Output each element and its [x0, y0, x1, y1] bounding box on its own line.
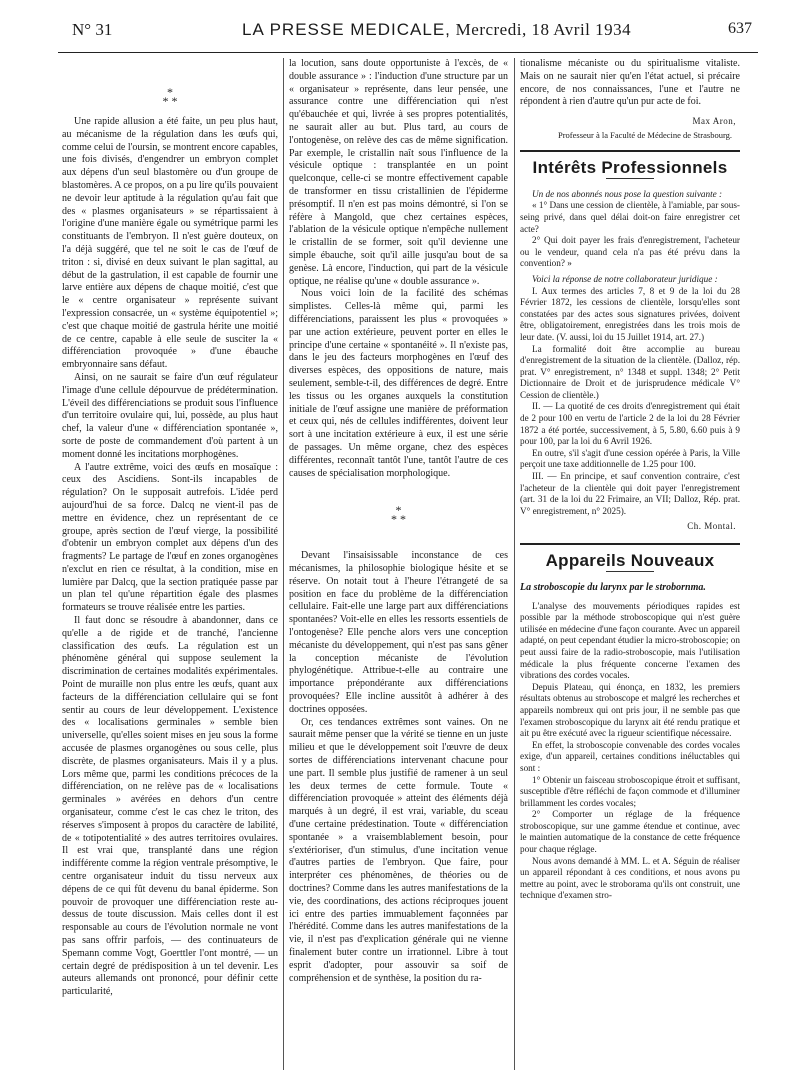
page-number: 637 — [728, 20, 752, 37]
section-break-stars: * * * — [391, 503, 406, 527]
answer: III. — En principe, et sauf convention contraire, c'est l'acheteur de la clientèle qui doit payer l'enregistrement (art. 31 de la loi du 22 Frimaire, an VII; Dalloz, Rép. prat. V° enregistrement, n° 2025). — [520, 471, 740, 516]
journal-masthead — [242, 20, 631, 40]
title-underline — [606, 178, 654, 179]
paragraph: En effet, la stroboscopie convenable des cordes vocales exige, d'un appareil, certaines conditions inéluctables qui sont : — [520, 739, 740, 773]
section-title-appareils — [520, 551, 740, 572]
paragraph: A l'autre extrême, voici des œufs en mosaïque : ceux des Ascidiens. Sont-ils incapables de régulation? On le supposait autrefois. L'idée perd aujourd'hui de sa force. Dalcq ne vient-il pas de mettre en évidence, chez un représentant de ce groupe, après section de l'œuf vierge, la possibilité d'obtenir un embryon complet aux dépens d'un des fragments? Le partage de l'œuf en zones organogènes n'exclut en rien ce résultat, à la condition, mise en lumière par Dalcq, que la section pratiquée passe par un plan tel qu'une répartition égale des plasmes formateurs se trouve réalisée entre les parties. — [62, 461, 278, 614]
issue-date: Mercredi, 18 Avril 1934 — [455, 20, 632, 39]
section-title-text: Appareils Nouveaux — [545, 551, 715, 570]
header-rule — [58, 52, 758, 53]
column-1 — [62, 58, 278, 1070]
author-title: Professeur à la Faculté de Médecine de Strasbourg. — [557, 129, 733, 140]
section-break-stars: * * * — [162, 85, 178, 108]
paragraph: Il faut donc se résoudre à abandonner, dans ce qu'elle a de rigide et de tranché, l'ancienne classification des œufs. La régulation est un phénomène général qui suppose seulement la discrimination de certaines modalités expérimentales. Point de muraille non plus entre les œufs, quant aux facteurs de la différenciation cellulaire qui se font sentir au cours de leur développement. L'existence des « localisations germinales » semble bien universelle, qu'elles soient mises en jeu sous la forme accusée de plasmes organogènes ou sous celle, plus discrète, de plasmes organisateurs. Mais il y a plus. Lors même que, parmi les conditions précoces de la différenciation, on ne relève pas de « localisations germinales » avérées en dehors d'un centre organisateur, comme c'est le cas chez le triton, des réserves s'imposent à propos du caractère de labilité, de « totipotentialité » des autres territoires ovulaires. Il est vrai que, transplanté dans une région indifférente comme la région ventrale présomptive, le centre organisateur induit du tissu nerveux aux dépens de ce qui fût devenu du banal épiderme. Son pouvoir de provoquer une différenciation reste au-dessus de toute discussion. Mais celles dont il est responsable au cours de l'évolution normale ne vont pas sans offrir parfois, — des continuateurs de Spemann comme Vogt, Goerttler l'ont montré, — un certain degré de prédisposition à un tel devenir. Les auteurs allemands ont prononcé, pour définir cette particularité, — [62, 615, 278, 998]
paragraph: Une rapide allusion a été faite, un peu plus haut, au mécanisme de la régulation dans les œufs qui, comme celui de l'oursin, se montrent encore capables, une fois divisés, d'engendrer un embryon complet aux dépens d'un seul blastomère ou d'un groupe de blastomères. A ce propos, on a pu lire qu'ils pouvaient ne devoir leur aptitude à la régulation qu'au fait que des « plasmes organisateurs » se répartissaient à l'origine d'une manière égale ou symétrique parmi les constituants de l'embryon. Il n'est guère douteux, on l'a déjà suggéré, que tel ne soit le cas de l'œuf de triton : si, divisé en deux suivant le plan sagittal, au début de la gastrulation, il est capable de fournir une larve entière aux dépens de chaque moitié, c'est que le « centre organisateur » représente suivant l'expression consacrée, un « système équipotentiel »; c'est que chaque moitié de gastrula hérite une moitié de ce centre, capable à elle seule de susciter la « différenciation provoquée » d'une ébauche embryonnaire sans défaut. — [62, 116, 278, 371]
paragraph: L'analyse des mouvements périodiques rapides est possible par la méthode stroboscopique qui n'est guère utilisée en médecine d'une façon courante. Avec un appareil adapté, on peut cependant étudier la micro-stroboscopie; on peut aussi faire de la radio-stroboscopie, mais l'utilisation médicale la plus fréquente concerne l'examen des vibrations des cordes vocales. — [520, 600, 740, 681]
title-underline — [606, 571, 654, 572]
question: « 1° Dans une cession de clientèle, à l'amiable, par sous-seing privé, dans quel délai doit-on faire enregistrer cet acte? — [520, 200, 740, 234]
section-rule — [520, 543, 740, 545]
answer-intro: Voici la réponse de notre collaborateur juridique : — [532, 273, 718, 284]
paragraph: tionalisme mécaniste ou du spiritualisme vitaliste. Mais on ne saurait nier qu'en l'état actuel, si précaire encore, de nos connaissances, l'une et l'autre ne répondent à rien d'autre qu'un pur acte de foi. — [520, 58, 740, 108]
paragraph: 1° Obtenir un faisceau stroboscopique étroit et suffisant, susceptible d'être réfléchi de façon commode et d'illuminer brillamment les cordes vocales; — [520, 774, 740, 808]
column-divider-1 — [283, 58, 284, 1070]
column-3 — [520, 58, 740, 1070]
qa-block — [520, 189, 740, 533]
issue-number: N° 31 — [72, 20, 113, 39]
question-intro: Un de nos abonnés nous pose la question suivante : — [532, 188, 723, 199]
question: 2° Qui doit payer les frais d'enregistrement, l'acheteur ou le vendeur, quand cela n'a pas été prévu dans la convention? » — [520, 235, 740, 269]
answer: I. Aux termes des articles 7, 8 et 9 de la loi du 28 Février 1872, les cessions de clientèle, lorsqu'elles sont constatées par des actes sous signatures privées, doivent être, obligatoirement, enregistrées dans les trois mois de leur date. (V. aussi, loi du 15 Juillet 1914, art. 27.) — [520, 285, 740, 342]
answer: En outre, s'il s'agit d'une cession opérée à Paris, la Ville perçoit une taxe additionnelle de 1.25 pour 100. — [520, 447, 740, 470]
author-signature: Max Aron, — [692, 116, 736, 127]
page-header — [72, 18, 752, 46]
journal-title: LA PRESSE MEDICALE, — [242, 20, 451, 39]
article-body — [520, 601, 740, 902]
answer: La formalité doit être accomplie au bureau d'enregistrement de la situation de la clientèle. (Dalloz, rép. prat. V° enregistrement, n° 1348 et suppl. 1348; 2° Petit Dictionnaire de Droit et de jurisprudence médicale V° Cession de clientèle.) — [520, 343, 740, 400]
paragraph: Depuis Plateau, qui énonça, en 1832, les premiers résultats obtenus au stroboscope et malgré les recherches et appareils nombreux qui ont pris jour, il ne semble pas que l'examen stroboscopique du larynx ait été rendu pratique et ait pu être exécuté avec la rigueur scientifique nécessaire. — [520, 681, 740, 739]
section-rule — [520, 150, 740, 152]
paragraph: Nous avons demandé à MM. L. et A. Séguin de réaliser un appareil répondant à ces conditions, et nous avons pu mettre au point, avec le stroborama qu'ils ont construit, une technique d'examen stro- — [520, 855, 740, 901]
paragraph: Ainsi, on ne saurait se faire d'un œuf régulateur l'image d'une cellule dépourvue de prédétermination. L'éveil des différenciations se produit sous l'influence d'un territoire ovulaire qui, lui, possède, au plus haut chef, la valeur d'une « différenciation spontanée », sorte de poste de commandement d'où partent à un moment donné les incitations morphogènes. — [62, 371, 278, 460]
paragraph: Nous voici loin de la facilité des schémas simplistes. Celles-là même qui, parmi les différenciations, paraissent les plus « provoquées » par une action extérieure, peuvent porter en elles le principe d'une certaine « spontanéité ». Il n'existe pas, dans le jeu des facteurs morphogènes en l'œuf des diverses espèces, des oppositions de nature, mais seulement, semble-t-il, des différences de degré. Entre les tissus ou les organes auxquels la constitution initiale de l'œuf assigne une manière de préformation et ceux qui, nés de cellules indifférentes, doivent leur sort à une incitation extérieure à eux, il est une série de passages. Un même organe, chez des espèces différentes, reconnaît tantôt l'une, tantôt l'autre de ces causes de spécialisation morphologique. — [289, 288, 508, 479]
article-title: La stroboscopie du larynx par le strobornma. — [520, 581, 706, 593]
section-title-interets — [520, 157, 740, 179]
answer: II. — La quotité de ces droits d'enregistrement qui était de 2 pour 100 en vertu de l'article 2 de la loi du 28 Février 1872 a été portée, successivement, à 5, 5.80, 6.60 puis à 9 pour 100, par la loi du 6 Avril 1926. — [520, 401, 740, 447]
answer-signature: Ch. Montal. — [687, 521, 736, 532]
section-title-text: Intérêts Professionnels — [532, 157, 728, 177]
column-divider-2 — [514, 58, 515, 1070]
column-2 — [289, 58, 508, 1070]
paragraph: 2° Comporter un réglage de la fréquence stroboscopique, sur une gamme étendue et continue, avec le maintien automatique de la constance de cette fréquence pour chaque réglage. — [520, 809, 740, 855]
paragraph: Or, ces tendances extrêmes sont vaines. On ne saurait même penser que la vérité se tienne en un juste milieu et que le développement soit l'œuvre de deux sortes de différenciations intervenant chacune pour une part. Il semble plus justifié de ramener à un seul les deux termes de cette formule. Toute « différenciation provoquée » atteint des éléments déjà marqués à un degré, il est vrai, variable, du sceau d'une certaine prédestination. Toute « différenciation spontanée » a vraisemblablement besoin, pour s'extérioriser, d'un stimulus, d'une incitation venue d'autres parties de l'embryon. Que faire, pour interpréter ces phénomènes, de théories ou de doctrines? Comme dans les autres manifestations de la vie, des coordinations, des actions réciproques jouent ici entre des parties immuablement façonnées par l'hérédité. Comme dans les autres manifestations de la vie, il n'est pas d'explication générale qui ne vienne finalement buter contre un irrationnel. Libre à tout esprit d'adopter, pour assouvir sa soif de compréhension et de synthèse, la position du ra- — [289, 716, 508, 984]
paragraph: la locution, sans doute opportuniste à l'excès, de « double assurance » : l'induction d'une structure par un « organisateur » représente, dans leur pensée, une assurance contre une différenciation qui n'est qu'ébauchée et qui, livrée à ses propres potentialités, ne saurait aller au but. Plus tard, au cours de l'ontogenèse, on relève des cas de même signification. Par exemple, le cristallin naît sous l'influence de la vésicule optique : transplantée en un point quelconque, celle-ci se montre effectivement capable de transformer en tissu cristallinien de l'épiderme présomptif. Il n'en est pas moins démontré, si l'on se réfère à Mangold, que chez certaines espèces, l'ablation de la vésicule optique n'empêche nullement le cristallin de se former, soit qu'il devienne une simple ébauche, soit qu'il aille jusqu'au bout de sa genèse. Là encore, l'induction, qui part de la vésicule optique, ne réalise qu'une « double assurance ». — [289, 58, 508, 287]
paragraph: Devant l'insaisissable inconstance de ces mécanismes, la philosophie biologique hésite et se réserve. On notait tout à l'heure l'étrangeté de sa position en face du problème de la différenciation cellulaire. Fait-elle une large part aux différenciations spontanées? Voit-elle en elles les ressorts essentiels de l'ontogenèse? Elle penche alors vers une conception mécaniste du développement, qui n'est pas sans gêner la conception mécaniste de l'évolution phylogénétique. Attribue-t-elle au contraire une importance prépondérante aux différenciations provoquées? Elle incline aussitôt à adhérer à des doctrines opposées. — [289, 550, 508, 715]
